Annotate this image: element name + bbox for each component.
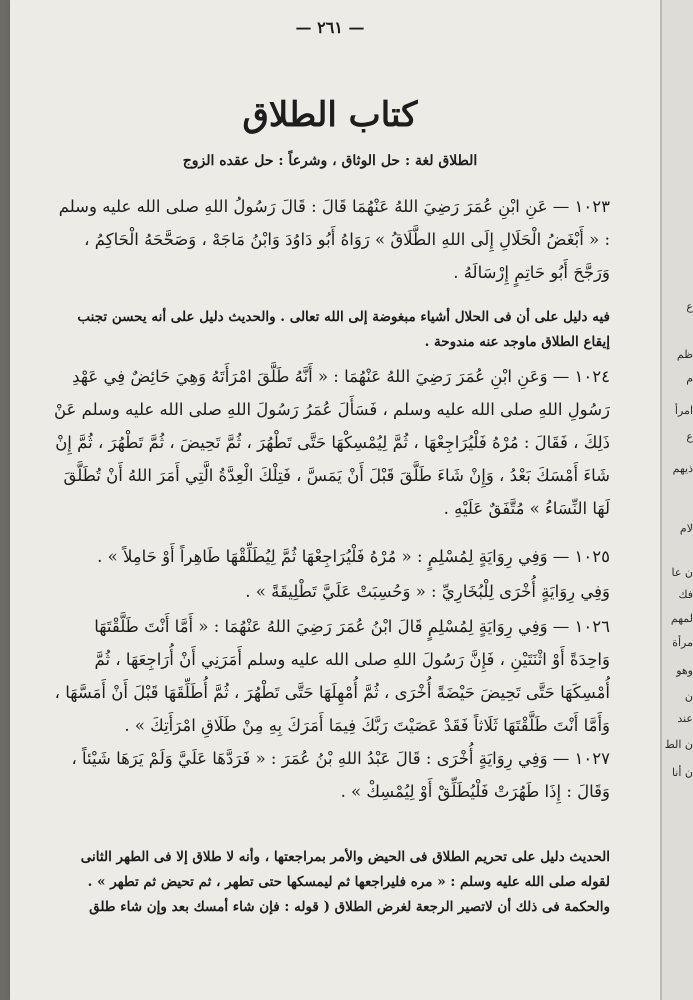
hadith-1026: ١٠٢٦ — وَفِي رِوَايَةٍ لِمُسْلِمٍ قَالَ ابْنُ عُمَرَ رَضِيَ اللهُ عَنْهُمَا : « أَمَّا أَنْتَ طَلَّقْتَهَا وَاحِدَةً أَوْ اثْنَتَيْنِ ، فَإِنَّ رَسُولَ اللهِ صلى الله عليه وسلم أَمَرَنِي أَنْ أُرَاجِعَهَا ، ثُمَّ أُمْسِكَهَا حَتَّى تَحِيضَ حَيْضَةً أُخْرَى ، ثُمَّ أُمْهِلَهَا حَتَّى تَطْهُرَ ، ثُمَّ أُطَلِّقَهَا قَبْلَ أَنْ أَمَسَّهَا ، وَأَمَّا أَنْتَ طَلَّقْتَهَا ثَلَاثاً فَقَدْ عَصَيْتَ رَبَّكَ فِيمَا أَمَرَكَ بِهِ مِنْ طَلَاقِ امْرَأَتِكَ » . [54, 617, 610, 735]
book-page [10, 0, 660, 1000]
edge-fragment: وهو [676, 664, 693, 677]
page-number: — ٢٦١ — [295, 18, 365, 37]
edge-fragment: لمهم [670, 612, 693, 625]
edge-fragment: ع [686, 430, 693, 443]
edge-fragment: لام [679, 522, 693, 535]
hadith-1024: ١٠٢٤ — وَعَنِ ابْنِ عُمَرَ رَضِيَ اللهُ عَنْهُمَا : « أَنَّهُ طَلَّقَ امْرَأَتَهُ وَهِيَ حَائِضٌ فِي عَهْدِ رَسُولِ اللهِ صلى الله عليه وسلم ، فَسَأَلَ عُمَرُ رَسُولَ اللهِ صلى الله عليه وسلم عَنْ ذَلِكَ ، فَقَالَ : مُرْهُ فَلْيُرَاجِعْهَا ، ثُمَّ لِيُمْسِكْهَا حَتَّى تَطْهُرَ ، ثُمَّ تَحِيضَ ، ثُمَّ تَطْهُرَ ، ثُمَّ إِنْ شَاءَ أَمْسَكَ بَعْدُ ، وَإِنْ شَاءَ طَلَّقَ قَبْلَ أَنْ يَمَسَّ ، فَتِلْكَ الْعِدَّةُ الَّتِي أَمَرَ اللهُ أَنْ تُطَلَّقَ لَهَا النِّسَاءُ » مُتَّفَقٌ عَلَيْهِ . [54, 367, 610, 518]
edge-fragment: ن الط [664, 738, 693, 751]
chapter-title: كتاب الطلاق [242, 95, 418, 135]
edge-fragment: فك [678, 588, 693, 601]
hadith-1025-bukhari: وَفِي رِوَايَةٍ أُخْرَى لِلْبُخَارِيِّ : « وَحُسِبَتْ عَلَيَّ تَطْلِيقَةً » . [245, 582, 610, 601]
edge-fragment: عند [677, 712, 693, 725]
edge-fragment: ن عا [671, 566, 693, 579]
commentary-1024-1027: الحديث دليل على تحريم الطلاق فى الحيض والأمر بمراجعتها ، وأنه لا طلاق إلا فى الطهر الثانى لقوله صلى الله عليه وسلم : « مره فليراجعها ثم ليمسكها حتى تطهر ، ثم تحيض ثم تطهر » . والحكمة فى ذلك أن لاتصير الرجعة لغرض الطلاق ( قوله : فإن شاء أمسك بعد وإن شاء طلق [80, 849, 610, 915]
edge-fragment: ظم [676, 348, 693, 361]
hadith-1027: ١٠٢٧ — وَفِي رِوَايَةٍ أُخْرَى : قَالَ عَبْدُ اللهِ بْنُ عُمَرَ : « فَرَدَّهَا عَلَيَّ وَلَمْ يَرَهَا شَيْئاً ، وَقَالَ : إِذَا طَهُرَتْ فَلْيُطَلِّقْ أَوْ لِيُمْسِكْ » . [71, 749, 610, 801]
hadith-1025: ١٠٢٥ — وَفِي رِوَايَةٍ لِمُسْلِمٍ : « مُرْهُ فَلْيُرَاجِعْهَا ثُمَّ لِيُطَلِّقْهَا طَاهِراً أَوْ حَامِلاً » . [97, 547, 610, 566]
edge-fragment: ن أنا [671, 766, 693, 779]
edge-fragment: ع [686, 300, 693, 313]
edge-fragment: ذيهم [672, 462, 693, 475]
edge-fragment: م [686, 372, 693, 385]
adjacent-page-edge [660, 0, 693, 1000]
edge-fragment: مرأة [672, 636, 693, 649]
chapter-subtitle: الطلاق لغة : حل الوثاق ، وشرعاً : حل عقده الزوج [182, 153, 478, 169]
commentary-1023: فيه دليل على أن فى الحلال أشياء مبغوضة إلى الله تعالى . والحديث دليل على أنه يحسن تجنب إيقاع الطلاق ماوجد عنه مندوحة . [77, 309, 610, 350]
edge-fragment: ن [684, 690, 693, 703]
edge-fragment: امرأ [674, 404, 693, 417]
hadith-1023: ١٠٢٣ — عَنِ ابْنِ عُمَرَ رَضِيَ اللهُ عَنْهُمَا قَالَ : قَالَ رَسُولُ اللهِ صلى الله عليه وسلم : « أَبْغَضُ الْحَلَالِ إِلَى اللهِ الطَّلَاقُ » رَوَاهُ أَبُو دَاوُدَ وَابْنُ مَاجَهْ ، وَصَحَّحَهُ الْحَاكِمُ ، وَرَجَّحَ أَبُو حَاتِمٍ إِرْسَالَهُ . [58, 197, 610, 282]
